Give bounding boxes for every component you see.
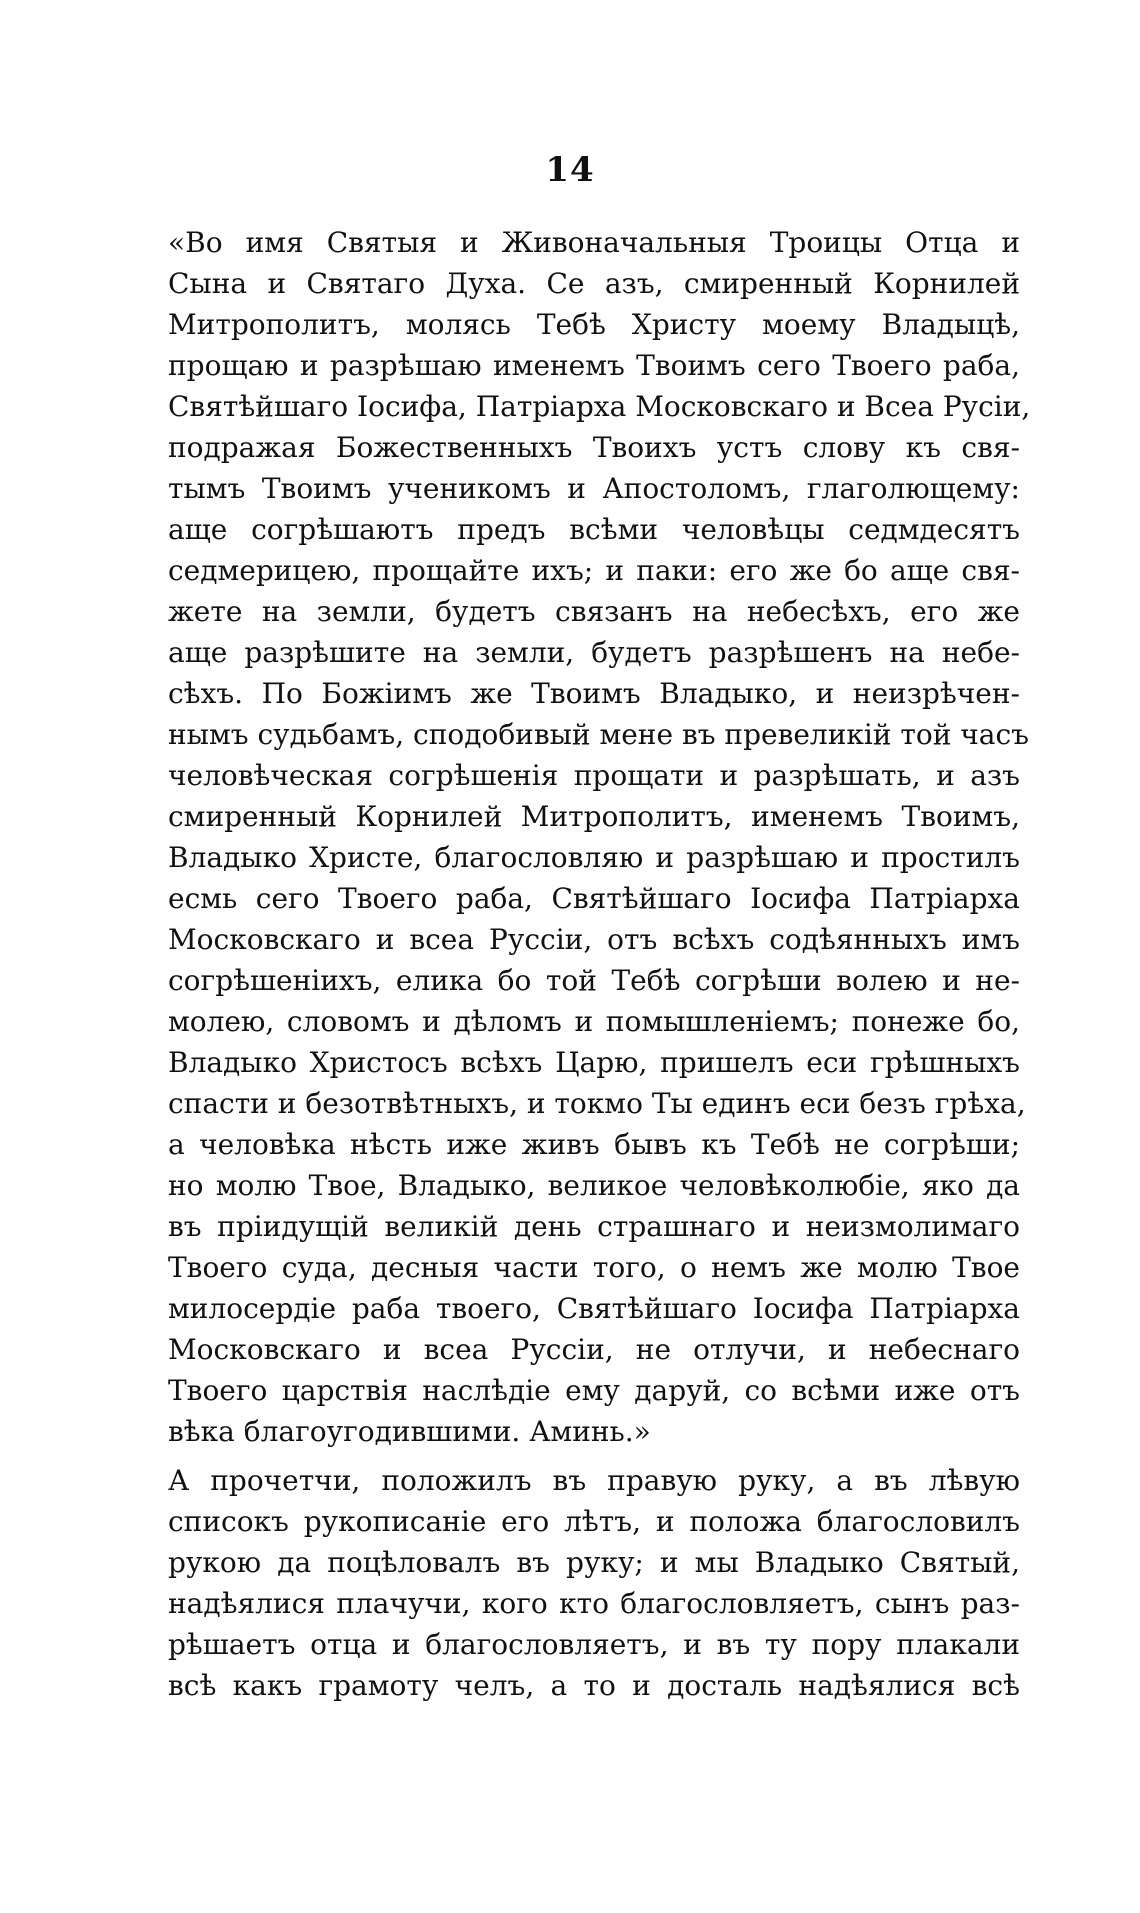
paragraph-prayer [168,222,1031,1452]
text-line: седмерицею, прощайте ихъ; и паки: его же бо аще свя- [168,554,1020,587]
text-line: Митрополитъ, молясь Тебѣ Христу моему Владыцѣ, [168,308,1020,341]
paragraph-narrative [168,1460,1020,1706]
text-line: А прочетчи, положилъ въ правую руку, а въ лѣвую [168,1464,1020,1497]
page-number: 14 [545,150,595,190]
text-line: но молю Твое, Владыко, великое человѣколюбіе, яко да [168,1169,1020,1202]
main-text [168,222,1031,1706]
text-line: спасти и безотвѣтныхъ, и токмо Ты единъ еси безъ грѣха, [168,1087,1026,1120]
paragraph-gap [168,1452,1020,1460]
text-line: рукою да поцѣловалъ въ руку; и мы Владыко Святый, [168,1546,1020,1579]
text-line: Московскаго и всеа Руссіи, отъ всѣхъ содѣянныхъ имъ [168,923,1020,956]
text-line: Московскаго и всеа Руссіи, не отлучи, и небеснаго [168,1333,1020,1366]
text-line: Твоего суда, десныя части того, о немъ же молю Твое [168,1251,1020,1284]
text-line: «Во имя Святыя и Живоначальныя Троицы Отца и [168,226,1020,259]
text-line: подражая Божественныхъ Твоихъ устъ слову къ свя- [168,431,1020,464]
text-line: въ пріидущій великій день страшнаго и неизмолимаго [168,1210,1020,1243]
text-line: смиренный Корнилей Митрополитъ, именемъ Твоимъ, [168,800,1020,833]
text-line: рѣшаетъ отца и благословляетъ, и въ ту пору плакали [168,1628,1020,1661]
text-line: жете на земли, будетъ связанъ на небесѣхъ, его же [168,595,1020,628]
text-line: Владыко Христосъ всѣхъ Царю, пришелъ еси грѣшныхъ [168,1046,1020,1079]
text-line: аще согрѣшаютъ предъ всѣми человѣцы седмдесятъ [168,513,1020,546]
text-line: всѣ какъ грамоту челъ, а то и досталь надѣялися всѣ [168,1669,1020,1702]
text-line: молею, словомъ и дѣломъ и помышленіемъ; понеже бо, [168,1005,1020,1038]
text-line: Сына и Святаго Духа. Се азъ, смиренный Корнилей [168,267,1020,300]
text-line: сѣхъ. По Божіимъ же Твоимъ Владыко, и неизрѣчен- [168,677,1020,710]
text-line: а человѣка нѣсть иже живъ бывъ къ Тебѣ не согрѣши; [168,1128,1020,1161]
text-line: Владыко Христе, благословляю и разрѣшаю и простилъ [168,841,1020,874]
text-line: Святѣйшаго Іосифа, Патріарха Московскаго и Всеа Русіи, [168,390,1031,423]
text-line: есмь сего Твоего раба, Святѣйшаго Іосифа Патріарха [168,882,1020,915]
text-line: милосердіе раба твоего, Святѣйшаго Іосифа Патріарха [168,1292,1020,1325]
text-line: списокъ рукописаніе его лѣтъ, и положа благословилъ [168,1505,1020,1538]
text-line: Твоего царствія наслѣдіе ему даруй, со всѣми иже отъ [168,1374,1020,1407]
text-line: прощаю и разрѣшаю именемъ Твоимъ сего Твоего раба, [168,349,1020,382]
text-line: вѣка благоугодившими. Аминь.» [168,1415,651,1448]
text-line: тымъ Твоимъ ученикомъ и Апостоломъ, глаголющему: [168,472,1020,505]
text-line: надѣялися плачучи, кого кто благословляетъ, сынъ раз- [168,1587,1020,1620]
text-line: согрѣшеніихъ, елика бо той Тебѣ согрѣши волею и не- [168,964,1020,997]
text-line: аще разрѣшите на земли, будетъ разрѣшенъ на небе- [168,636,1020,669]
text-line: нымъ судьбамъ, сподобивый мене въ превеликій той часъ [168,718,1029,751]
text-line: человѣческая согрѣшенія прощати и разрѣшать, и азъ [168,759,1020,792]
